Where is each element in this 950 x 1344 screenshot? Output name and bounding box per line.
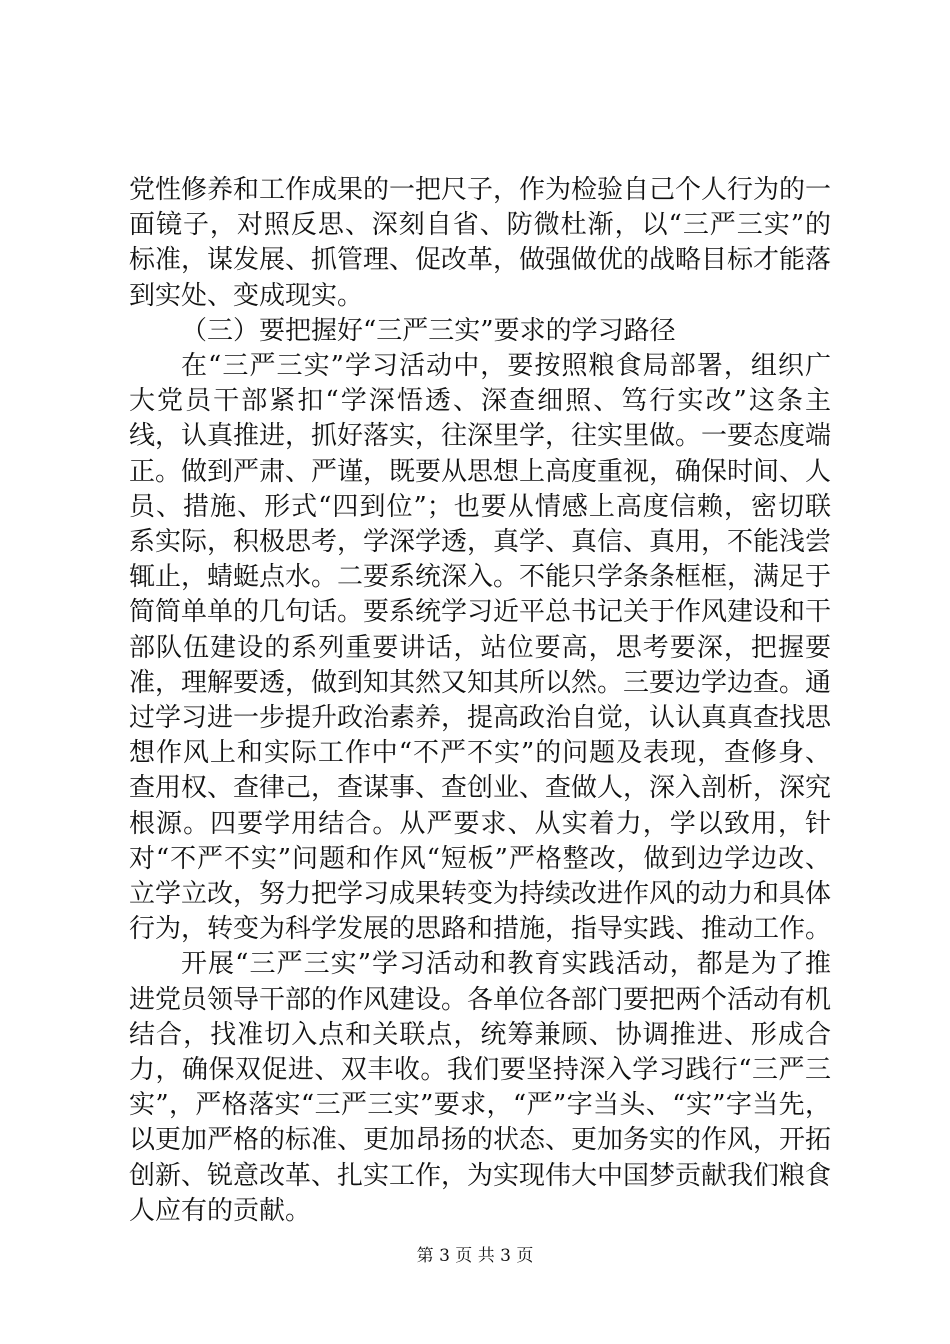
section-heading: （三）要把握好“三严三实”要求的学习路径 bbox=[181, 315, 676, 346]
document-body bbox=[129, 173, 831, 1229]
paragraph: 开展“三严三实”学习活动和教育实践活动，都是为了推进党员领导干部的作风建设。各单位各部门要把两个活动有机结合，找准切入点和关联点，统筹兼顾、协调推进、形成合力，确保双促进、双丰收。我们要坚持深入学习践行“三严三实”，严格落实“三严三实”要求，“严”字当头、“实”字当先，以更加严格的标准、更加昂扬的状态、更加务实的作风，开拓创新、锐意改革、扎实工作，为实现伟大中国梦贡献我们粮食人应有的贡献。 bbox=[129, 949, 832, 1226]
paragraph: 党性修养和工作成果的一把尺子，作为检验自己个人行为的一面镜子，对照反思、深刻自省、防微杜渐，以“三严三实”的标准，谋发展、抓管理、促改革，做强做优的战略目标才能落到实处、变成现实。 bbox=[129, 175, 832, 311]
page-footer: 第 3 页 共 3 页 bbox=[416, 1246, 534, 1266]
paragraph: 在“三严三实”学习活动中，要按照粮食局部署，组织广大党员干部紧扣“学深悟透、深查细照、笃行实改”这条主线，认真推进，抓好落实，往深里学，往实里做。一要态度端正。做到严肃、严谨，既要从思想上高度重视，确保时间、人员、措施、形式“四到位”；也要从情感上高度信赖，密切联系实际，积极思考，学深学透，真学、真信、真用，不能浅尝辄止，蜻蜓点水。二要系统深入。不能只学条条框框，满足于简简单单的几句话。要系统学习近平总书记关于作风建设和干部队伍建设的系列重要讲话，站位要高，思考要深，把握要准，理解要透，做到知其然又知其所以然。三要边学边查。通过学习进一步提升政治素养，提高政治自觉，认认真真查找思想作风上和实际工作中“不严不实”的问题及表现，查修身、查用权、查律己，查谋事、查创业、查做人，深入剖析，深究根源。四要学用结合。从严要求、从实着力，学以致用，针对“不严不实”问题和作风“短板”严格整改，做到边学边改、立学立改，努力把学习成果转变为持续改进作风的动力和具体行为，转变为科学发展的思路和措施，指导实践、推动工作。 bbox=[129, 351, 832, 945]
